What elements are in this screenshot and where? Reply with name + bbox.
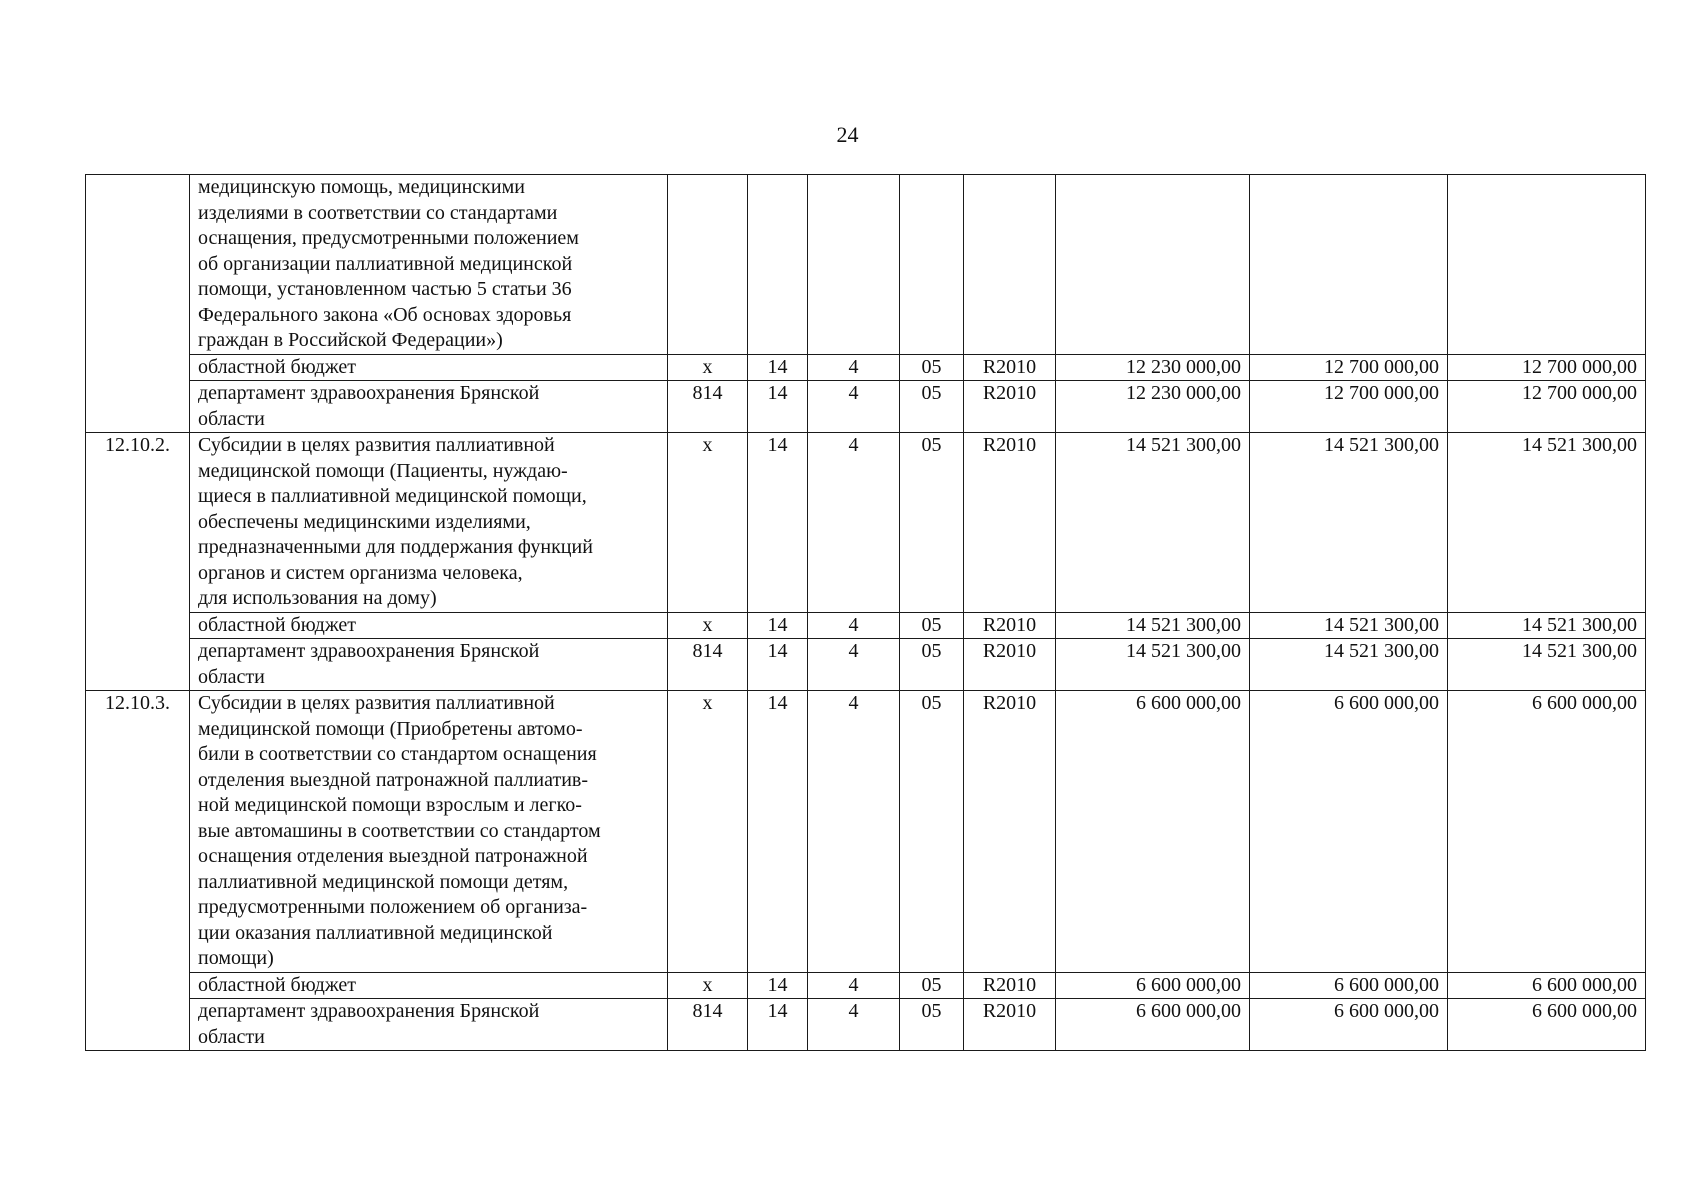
rz-code: 14: [748, 691, 808, 973]
pr-code: [808, 175, 900, 355]
page-number: 24: [836, 122, 859, 147]
amount-year3: [1448, 175, 1646, 355]
table-row: [86, 381, 1646, 433]
amount-year2: 6 600 000,00: [1250, 972, 1448, 999]
rz-code: 14: [748, 639, 808, 691]
amount-year3: 14 521 300,00: [1448, 639, 1646, 691]
grbs-code: х: [668, 354, 748, 381]
amount-year1: 6 600 000,00: [1056, 972, 1250, 999]
row-name: департамент здравоохранения Брянской области: [190, 639, 668, 691]
csr2-code: R2010: [964, 381, 1056, 433]
rz-code: 14: [748, 381, 808, 433]
row-name: областной бюджет: [190, 972, 668, 999]
amount-year1: 14 521 300,00: [1056, 612, 1250, 639]
table-row: [86, 999, 1646, 1051]
grbs-code: х: [668, 433, 748, 613]
amount-year2: 14 521 300,00: [1250, 433, 1448, 613]
pr-code: 4: [808, 354, 900, 381]
amount-year1: 6 600 000,00: [1056, 999, 1250, 1051]
amount-year3: 6 600 000,00: [1448, 691, 1646, 973]
rz-code: [748, 175, 808, 355]
pr-code: 4: [808, 381, 900, 433]
row-name: Субсидии в целях развития паллиативной медицинской помощи (Пациенты, нуждаю- щиеся в паллиативной медицинской помощи, обеспечены медицинскими изделиями, предназначенными для поддержания функций органов и систем организма человека, для использования на дому): [190, 433, 668, 613]
amount-year2: 12 700 000,00: [1250, 381, 1448, 433]
row-name: департамент здравоохранения Брянской области: [190, 381, 668, 433]
amount-year3: 14 521 300,00: [1448, 612, 1646, 639]
row-name: областной бюджет: [190, 612, 668, 639]
csr2-code: [964, 175, 1056, 355]
grbs-code: х: [668, 972, 748, 999]
row-name: областной бюджет: [190, 354, 668, 381]
row-number: 12.10.2.: [86, 433, 190, 691]
csr2-code: R2010: [964, 639, 1056, 691]
pr-code: 4: [808, 433, 900, 613]
pr-code: 4: [808, 999, 900, 1051]
csr2-code: R2010: [964, 612, 1056, 639]
amount-year2: 6 600 000,00: [1250, 999, 1448, 1051]
pr-code: 4: [808, 639, 900, 691]
amount-year3: 6 600 000,00: [1448, 972, 1646, 999]
grbs-code: 814: [668, 639, 748, 691]
amount-year1: 14 521 300,00: [1056, 639, 1250, 691]
pr-code: 4: [808, 691, 900, 973]
rz-code: 14: [748, 612, 808, 639]
table-row: [86, 639, 1646, 691]
table-row: [86, 691, 1646, 973]
amount-year3: 12 700 000,00: [1448, 354, 1646, 381]
csr1-code: 05: [900, 639, 964, 691]
amount-year3: 12 700 000,00: [1448, 381, 1646, 433]
row-name: департамент здравоохранения Брянской области: [190, 999, 668, 1051]
row-name: медицинскую помощь, медицинскими изделиями в соответствии со стандартами оснащения, предусмотренными положением об организации паллиативной медицинской помощи, установленном частью 5 статьи 36 Федерального закона «Об основах здоровья граждан в Российской Федерации»): [190, 175, 668, 355]
csr1-code: 05: [900, 612, 964, 639]
amount-year1: 14 521 300,00: [1056, 433, 1250, 613]
csr1-code: 05: [900, 691, 964, 973]
amount-year1: 12 230 000,00: [1056, 354, 1250, 381]
amount-year1: 12 230 000,00: [1056, 381, 1250, 433]
grbs-code: х: [668, 612, 748, 639]
grbs-code: х: [668, 691, 748, 973]
amount-year3: 6 600 000,00: [1448, 999, 1646, 1051]
amount-year1: [1056, 175, 1250, 355]
row-number: [86, 175, 190, 433]
amount-year2: 12 700 000,00: [1250, 354, 1448, 381]
table-row: [86, 612, 1646, 639]
csr2-code: R2010: [964, 433, 1056, 613]
table-row: [86, 354, 1646, 381]
csr2-code: R2010: [964, 972, 1056, 999]
pr-code: 4: [808, 972, 900, 999]
rz-code: 14: [748, 999, 808, 1051]
amount-year2: 14 521 300,00: [1250, 612, 1448, 639]
csr1-code: 05: [900, 972, 964, 999]
rz-code: 14: [748, 433, 808, 613]
table-row: [86, 433, 1646, 613]
pr-code: 4: [808, 612, 900, 639]
csr2-code: R2010: [964, 999, 1056, 1051]
csr1-code: 05: [900, 433, 964, 613]
table-row: [86, 972, 1646, 999]
csr1-code: 05: [900, 354, 964, 381]
grbs-code: [668, 175, 748, 355]
amount-year2: [1250, 175, 1448, 355]
amount-year2: 6 600 000,00: [1250, 691, 1448, 973]
rz-code: 14: [748, 972, 808, 999]
csr2-code: R2010: [964, 691, 1056, 973]
csr1-code: 05: [900, 381, 964, 433]
rz-code: 14: [748, 354, 808, 381]
csr1-code: [900, 175, 964, 355]
amount-year2: 14 521 300,00: [1250, 639, 1448, 691]
grbs-code: 814: [668, 381, 748, 433]
amount-year3: 14 521 300,00: [1448, 433, 1646, 613]
grbs-code: 814: [668, 999, 748, 1051]
budget-table: [85, 174, 1646, 1051]
row-number: 12.10.3.: [86, 691, 190, 1051]
csr1-code: 05: [900, 999, 964, 1051]
row-name: Субсидии в целях развития паллиативной медицинской помощи (Приобретены автомо- били в соответствии со стандартом оснащения отделения выездной патронажной паллиатив- ной медицинской помощи взрослым и легко- вые автомашины в соответствии со стандартом оснащения отделения выездной патронажной паллиативной медицинской помощи детям, предусмотренными положением об организа- ции оказания паллиативной медицинской помощи): [190, 691, 668, 973]
amount-year1: 6 600 000,00: [1056, 691, 1250, 973]
table-row: [86, 175, 1646, 355]
csr2-code: R2010: [964, 354, 1056, 381]
